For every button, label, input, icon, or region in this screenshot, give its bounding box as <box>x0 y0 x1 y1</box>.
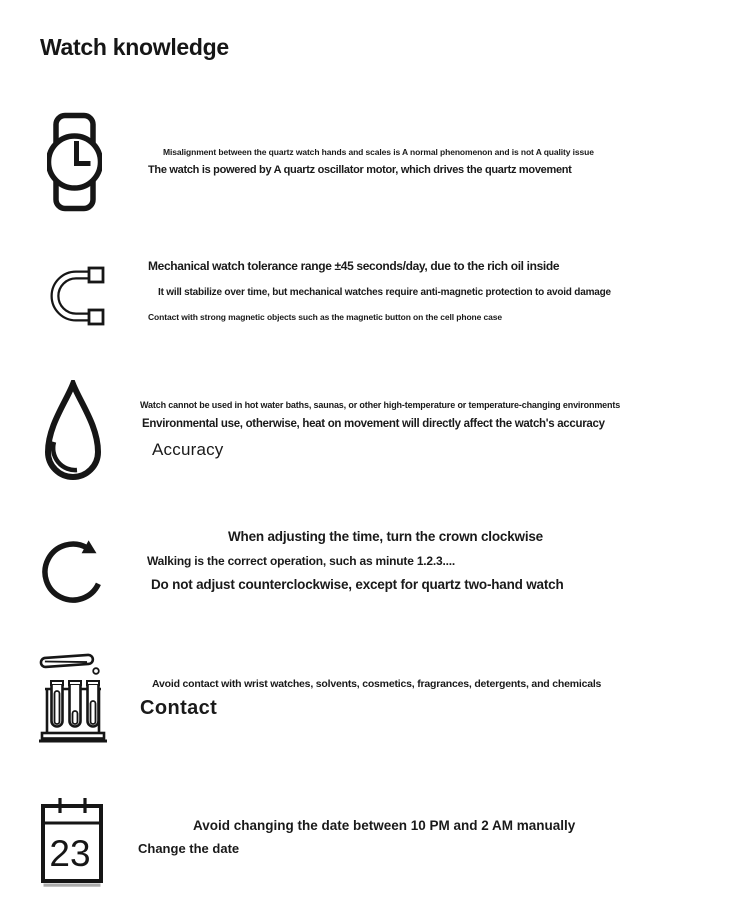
clockwise-rotation-icon <box>42 528 104 607</box>
crown-sub-text: Walking is the correct operation, such as minute 1.2.3.... <box>147 554 456 568</box>
contact-label: Contact <box>140 697 218 719</box>
accuracy-label: Accuracy <box>152 440 224 459</box>
wristwatch-icon <box>47 112 102 212</box>
date-sub-text: Change the date <box>138 841 240 856</box>
test-tubes-icon <box>37 649 109 744</box>
quartz-note-text: Misalignment between the quartz watch hands and scales is A normal phenomenon and is not A quality issue <box>163 147 594 157</box>
magnet-sub-text: It will stabilize over time, but mechanical watches require anti-magnetic protection to avoid damage <box>158 287 611 298</box>
magnet-icon <box>42 265 106 327</box>
page-title: Watch knowledge <box>40 34 229 60</box>
calendar-icon <box>40 795 104 888</box>
crown-warning-text: Do not adjust counterclockwise, except for quartz two-hand watch <box>151 577 564 592</box>
quartz-main-text: The watch is powered by A quartz oscillator motor, which drives the quartz movement <box>148 164 572 176</box>
chemicals-text: Avoid contact with wrist watches, solvents, cosmetics, fragrances, detergents, and chemicals <box>152 678 602 690</box>
crown-main-text: When adjusting the time, turn the crown clockwise <box>228 529 543 544</box>
temperature-note-text: Watch cannot be used in hot water baths, saunas, or other high-temperature or temperature-changing environments <box>140 400 621 410</box>
date-main-text: Avoid changing the date between 10 PM and 2 AM manually <box>193 818 576 833</box>
magnet-note-text: Contact with strong magnetic objects such as the magnetic button on the cell phone case <box>148 312 503 322</box>
temperature-main-text: Environmental use, otherwise, heat on movement will directly affect the watch's accuracy <box>142 418 605 430</box>
magnet-main-text: Mechanical watch tolerance range ±45 seconds/day, due to the rich oil inside <box>148 259 560 273</box>
water-drop-icon <box>41 380 105 480</box>
calendar-day-number: 23 <box>49 833 91 874</box>
